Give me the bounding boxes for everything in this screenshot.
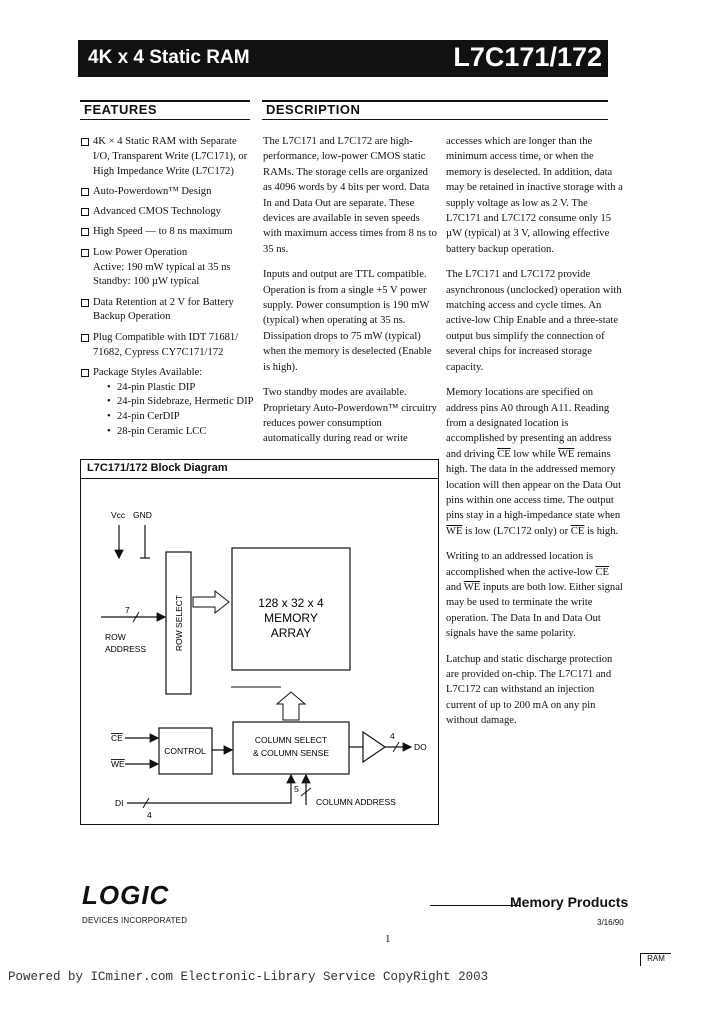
row-address-label-2: ADDRESS bbox=[105, 644, 147, 654]
diagram-title: L7C171/172 Block Diagram bbox=[81, 460, 438, 479]
description-column-1 bbox=[263, 134, 438, 457]
company-logo: LOGIC bbox=[82, 880, 170, 910]
package-item: • 24-pin Sidebraze, Hermetic DIP bbox=[93, 395, 256, 410]
row-to-memory-arrow bbox=[193, 591, 229, 613]
column-select-label: COLUMN SELECT bbox=[254, 735, 328, 745]
section-tab: RAM bbox=[640, 953, 671, 966]
do-label: DO bbox=[414, 742, 427, 752]
control-label: CONTROL bbox=[164, 746, 206, 756]
paragraph: Two standby modes are available. Proprietary Auto-Powerdown™ circuitry reduces power consumption automatically during read or write bbox=[263, 387, 437, 445]
ce-label: CE bbox=[111, 733, 123, 743]
feature-item: Plug Compatible with IDT 71681/ 71682, Cypress CY7C171/172 bbox=[81, 331, 256, 361]
row-address-label: ROW bbox=[105, 632, 126, 642]
column-address-label: COLUMN ADDRESS bbox=[316, 797, 396, 807]
do-bits: 4 bbox=[390, 731, 395, 741]
product-line: Memory Products bbox=[510, 894, 629, 910]
diagram-graphic bbox=[81, 460, 438, 824]
di-bits: 4 bbox=[147, 810, 152, 820]
column-to-memory-arrow bbox=[277, 692, 305, 720]
title-banner bbox=[78, 40, 608, 77]
row-bits: 7 bbox=[125, 605, 130, 615]
output-buffer bbox=[363, 732, 385, 762]
company-name: DEVICES INCORPORATED bbox=[82, 916, 188, 925]
feature-item: Low Power Operation Active: 190 mW typical at 35 ns Standby: 100 µW typical bbox=[81, 246, 256, 290]
description-column-2 bbox=[446, 134, 624, 739]
paragraph: Inputs and output are TTL compatible. Operation is from a single +5 V power supply. Power consumption is 190 mW (typical) when operating at 35 ns. Dissipation drops to 75 mW (typical) when the memory is deselected (Enable is high). bbox=[263, 269, 432, 373]
feature-item: Package Styles Available: • 24-pin Plastic DIP • 24-pin Sidebraze, Hermetic DIP • 24-pin CerDIP • 28-pin Ceramic LCC bbox=[81, 366, 256, 440]
di-bus bbox=[127, 775, 291, 803]
date: 3/16/90 bbox=[597, 918, 624, 927]
feature-item: Auto-Powerdown™ Design bbox=[81, 185, 256, 200]
gnd-label: GND bbox=[133, 510, 152, 520]
description-heading: DESCRIPTION bbox=[262, 100, 608, 120]
we-label: WE bbox=[111, 759, 125, 769]
feature-item: Advanced CMOS Technology bbox=[81, 205, 256, 220]
watermark-text: Powered by ICminer.com Electronic-Library Service CopyRight 2003 bbox=[8, 970, 489, 984]
paragraph: accesses which are longer than the minimum access time, or when the memory is deselected. In addition, data may be retained in inactive storage with a supply voltage as low as 2 V. The L7C171 and L7C172 consume only 15 µW (typical) at 3 V, allowing effective battery backup operation. bbox=[446, 136, 623, 255]
paragraph: The L7C171 and L7C172 provide asynchronous (unclocked) operation with matching access and cycle times. An active-low Chip Enable and a three-state output bus simplify the connection of several chips for increased storage capacity. bbox=[446, 269, 622, 373]
array-label: ARRAY bbox=[270, 626, 312, 640]
features-heading: FEATURES bbox=[80, 100, 250, 120]
column-bits: 5 bbox=[294, 784, 299, 794]
feature-item: Data Retention at 2 V for Battery Backup Operation bbox=[81, 296, 256, 326]
package-item: • 24-pin Plastic DIP bbox=[93, 381, 256, 396]
feature-item: 4K × 4 Static RAM with Separate I/O, Transparent Write (L7C171), or High Impedance Write (L7C172) bbox=[81, 135, 256, 179]
footer-rule bbox=[430, 905, 520, 906]
paragraph: Memory locations are specified on address pins A0 through A11. Reading from a designated location is accomplished by presenting an address and driving $\overline{CE}$ low while $\overline{WE}$ remains high. The data in the addressed memory location will then appear on the Data Out pins within one access time. The output pins stay in a high-impedance state when $\overline{WE}$ is low (L7C172 only) or $\overline{CE}$ is high. bbox=[446, 387, 622, 537]
features-list bbox=[81, 135, 256, 440]
column-sense-label: & COLUMN SENSE bbox=[252, 748, 330, 758]
memory-dims: 128 x 32 x 4 bbox=[258, 596, 324, 610]
paragraph: Latchup and static discharge protection are provided on-chip. The L7C171 and L7C172 can withstand an injection current of up to 200 mA on any pin without damage. bbox=[446, 653, 613, 727]
part-number: L7C171/172 bbox=[453, 42, 602, 72]
page-number: 1 bbox=[385, 933, 391, 945]
feature-item: High Speed — to 8 ns maximum bbox=[81, 225, 256, 240]
row-select-label: ROW SELECT bbox=[174, 594, 184, 652]
package-item: • 28-pin Ceramic LCC bbox=[93, 425, 256, 440]
paragraph: The L7C171 and L7C172 are high-performance, low-power CMOS static RAMs. The storage cells are organized as 4096 words by 4 bits per word. Data In and Data Out are separate. These devices are available in seven speeds with maximum access times from 8 ns to 35 ns. bbox=[263, 136, 437, 255]
di-label: DI bbox=[115, 798, 124, 808]
memory-label: MEMORY bbox=[264, 611, 318, 625]
vcc-label: Vcc bbox=[111, 510, 126, 520]
package-item: • 24-pin CerDIP bbox=[93, 410, 256, 425]
paragraph: Writing to an addressed location is accomplished when the active-low $\overline{CE}$ and $\overline{WE}$ inputs are both low. Either signal may be used to terminate the write operation. The Data In and Data Out signals have the same polarity. bbox=[446, 551, 623, 640]
page-title: 4K x 4 Static RAM bbox=[88, 47, 250, 68]
block-diagram bbox=[80, 459, 439, 825]
